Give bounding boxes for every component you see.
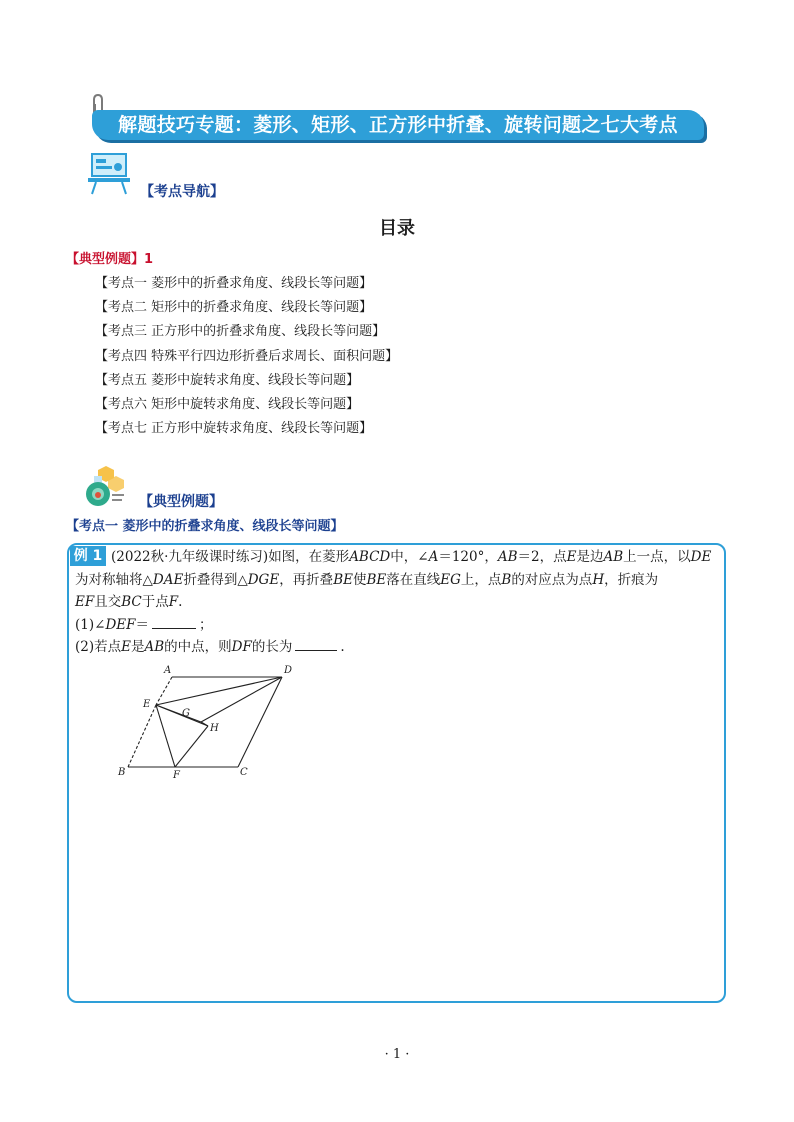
text: 上一点，以 <box>623 549 691 565</box>
var: BC <box>121 594 142 610</box>
example-line-2 <box>75 569 658 591</box>
label-e: E <box>143 699 151 710</box>
var: B <box>501 572 512 588</box>
var: AB <box>144 639 165 655</box>
toc-section-link[interactable]: 【典型例题】1 <box>66 252 154 267</box>
label-f: F <box>173 770 180 781</box>
text: ＝120°， <box>438 549 498 565</box>
var: AB <box>603 549 624 565</box>
text: (1)∠ <box>75 617 106 633</box>
var: AB <box>497 549 518 565</box>
label-b: B <box>118 767 126 778</box>
var: H <box>592 572 605 588</box>
text: 是 <box>130 639 145 655</box>
segment-dc <box>238 677 282 767</box>
toc-item[interactable]: 【考点七 正方形中旋转求角度、线段长等问题】 <box>95 421 373 437</box>
var: E <box>121 639 131 655</box>
answer-blank[interactable] <box>295 636 337 651</box>
text: ，再折叠 <box>279 572 334 588</box>
question-1 <box>75 613 212 633</box>
flask-icon <box>84 464 126 508</box>
text: ，折痕为 <box>604 572 659 588</box>
text: ＝2，点 <box>517 549 567 565</box>
example-tag: 例 1 <box>70 546 106 566</box>
var: BE <box>333 572 353 588</box>
text: 使 <box>352 572 367 588</box>
var: F <box>168 594 179 610</box>
toc-item[interactable]: 【考点一 菱形中的折叠求角度、线段长等问题】 <box>95 276 373 291</box>
geometry-figure <box>110 660 310 785</box>
nav-title: 【考点导航】 <box>140 184 224 200</box>
page-number: · 1 · <box>384 1047 410 1062</box>
text: 的中点，则 <box>164 639 232 655</box>
page-title-banner: 解题技巧专题：菱形、矩形、正方形中折叠、旋转问题之七大考点 <box>92 110 704 140</box>
segment-ed <box>156 677 282 705</box>
toc-item[interactable]: 【考点六 矩形中旋转求角度、线段长等问题】 <box>95 397 360 413</box>
var: DGE <box>247 572 280 588</box>
label-g: G <box>182 708 190 719</box>
text: . <box>178 594 183 610</box>
text: 于点 <box>141 594 169 610</box>
text: 且交 <box>94 594 122 610</box>
toc-list <box>95 272 398 441</box>
section-topic: 【考点一 菱形中的折叠求角度、线段长等问题】 <box>66 519 344 534</box>
text: 中，∠ <box>390 549 429 565</box>
segment-gd <box>201 677 282 722</box>
var: DE <box>690 549 712 565</box>
var: E <box>566 549 577 565</box>
text: ； <box>198 617 213 633</box>
var: BE <box>366 572 387 588</box>
answer-blank[interactable] <box>152 614 196 629</box>
text: 是边 <box>576 549 604 565</box>
text: (2)若点 <box>75 639 122 655</box>
text: 上，点 <box>460 572 502 588</box>
label-a: A <box>164 665 172 676</box>
segment-fh <box>175 726 208 767</box>
question-2 <box>75 635 345 655</box>
text: 的对应点为点 <box>511 572 593 588</box>
label-c: C <box>240 767 248 778</box>
segment-ef <box>156 705 175 767</box>
segment-eb-dashed <box>128 705 156 767</box>
var: EG <box>440 572 461 588</box>
var: DAE <box>152 572 184 588</box>
text: ＝ <box>135 617 149 633</box>
text: 为对称轴将△ <box>75 572 153 588</box>
var: ABCD <box>349 549 391 565</box>
example-line-3 <box>75 591 182 613</box>
toc-item[interactable]: 【考点二 矩形中的折叠求角度、线段长等问题】 <box>95 300 373 316</box>
var: DF <box>231 639 252 655</box>
toc-heading: 目录 <box>379 218 415 239</box>
text: . <box>340 639 345 655</box>
var: EF <box>75 594 95 610</box>
label-h: H <box>210 723 219 734</box>
toc-item[interactable]: 【考点三 正方形中的折叠求角度、线段长等问题】 <box>95 324 386 340</box>
text: 折叠得到△ <box>183 572 248 588</box>
segment-ae-dashed <box>156 677 172 705</box>
var: A <box>428 549 439 565</box>
toc-item[interactable]: 【考点五 菱形中旋转求角度、线段长等问题】 <box>95 372 360 388</box>
text: 落在直线 <box>386 572 441 588</box>
section-title: 【典型例题】 <box>139 494 223 510</box>
example-line-1 <box>111 546 711 568</box>
label-d: D <box>284 665 293 676</box>
example-source: (2022秋·九年级课时练习) <box>111 549 269 565</box>
var: DEF <box>105 617 136 633</box>
text: 的长为 <box>251 639 293 655</box>
text: 如图，在菱形 <box>268 549 350 565</box>
toc-item[interactable]: 【考点四 特殊平行四边形折叠后求周长、面积问题】 <box>95 348 399 364</box>
classroom-board-icon <box>86 150 132 196</box>
